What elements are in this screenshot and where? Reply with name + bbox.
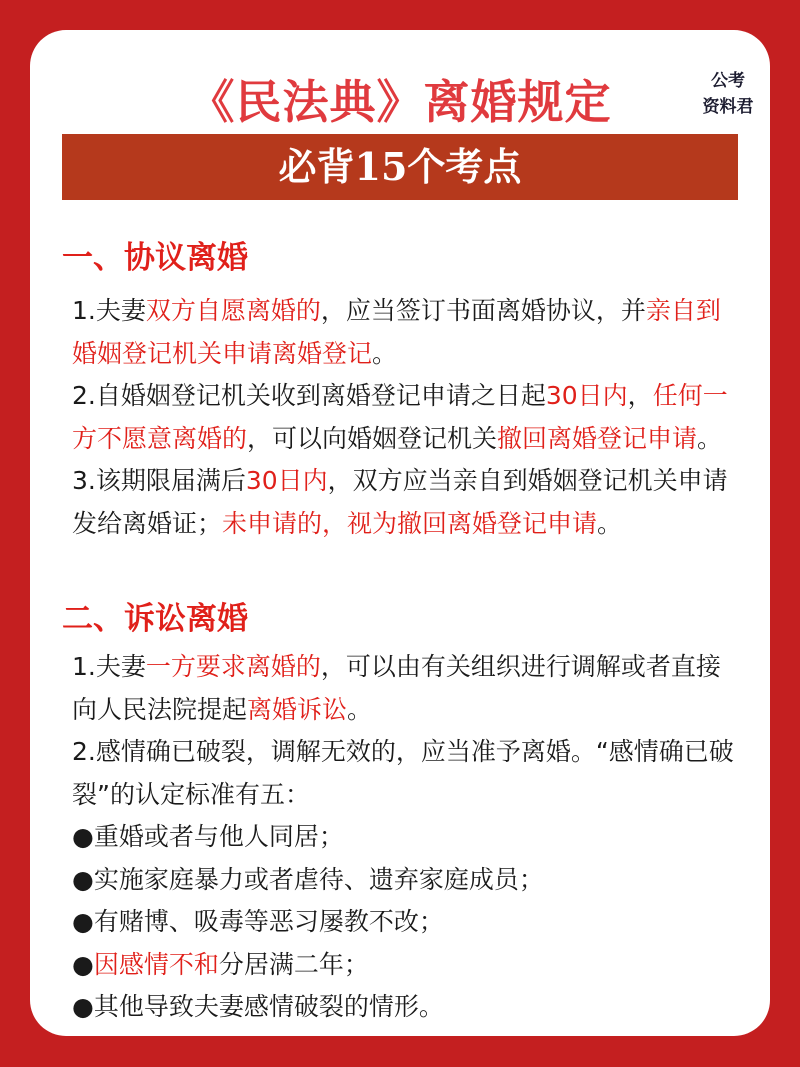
paragraph bbox=[72, 731, 742, 816]
page-title: 《民法典》离婚规定 bbox=[188, 75, 612, 129]
body-text: ●实施家庭暴力或者虐待、遗弃家庭成员； bbox=[72, 864, 544, 894]
section-heading-agreement: 一、协议离婚 bbox=[62, 240, 248, 276]
paragraph bbox=[72, 646, 742, 731]
highlighted-text: 亲自到婚姻登记机关申请离婚登记 bbox=[72, 296, 721, 368]
subtitle-banner: 必背15个考点 bbox=[62, 134, 738, 200]
paragraph bbox=[72, 986, 742, 1029]
paragraph bbox=[72, 460, 742, 545]
highlighted-text: 30日内 bbox=[245, 466, 328, 495]
section-heading-litigation: 二、诉讼离婚 bbox=[62, 601, 248, 637]
highlighted-text: 30日内 bbox=[545, 381, 628, 410]
body-text: ●其他导致夫妻感情破裂的情形。 bbox=[72, 992, 444, 1021]
highlighted-text: 任何一方不愿意离婚的 bbox=[72, 381, 728, 453]
body-text: 。 bbox=[372, 338, 398, 368]
body-text: ●重婚或者与他人同居； bbox=[72, 822, 344, 851]
content-card bbox=[30, 30, 770, 1036]
body-text: 2.感情确已破裂，调解无效的，应当准予离婚。“感情确已破裂”的认定标准有五： bbox=[72, 737, 734, 809]
brand-logo bbox=[696, 68, 760, 120]
section-body-litigation bbox=[72, 646, 742, 1029]
highlighted-text: 离婚诉讼 bbox=[247, 694, 348, 724]
highlighted-text: 双方自愿离婚的 bbox=[145, 296, 321, 325]
section-body-agreement bbox=[72, 290, 742, 545]
body-text: 。 bbox=[597, 508, 623, 538]
highlighted-text: 因感情不和 bbox=[93, 949, 219, 979]
body-text: 1.夫妻 bbox=[72, 296, 146, 325]
body-text: ，可以向婚姻登记机关 bbox=[247, 423, 498, 453]
paragraph bbox=[72, 901, 742, 944]
paragraph bbox=[72, 375, 742, 460]
highlighted-text: 未申请的，视为撤回离婚登记申请 bbox=[222, 508, 598, 538]
body-text: ●有赌博、吸毒等恶习屡教不改； bbox=[72, 907, 444, 936]
highlighted-text: 撤回离婚登记申请 bbox=[497, 423, 698, 453]
body-text: ● bbox=[72, 949, 94, 979]
highlighted-text: 一方要求离婚的 bbox=[145, 652, 321, 681]
paragraph bbox=[72, 859, 742, 902]
body-text: 。 bbox=[697, 423, 723, 453]
paragraph bbox=[72, 816, 742, 859]
body-text: 3.该期限届满后 bbox=[72, 466, 246, 495]
body-text: ，双方应当亲自到婚姻登记机关申请发给离婚证； bbox=[72, 466, 728, 538]
body-text: ，应当签订书面离婚协议，并 bbox=[320, 296, 646, 325]
paragraph bbox=[72, 944, 742, 987]
brand-line-2: 资料君 bbox=[702, 97, 754, 117]
brand-line-1: 公考 bbox=[711, 71, 745, 91]
body-text: 2.自婚姻登记机关收到离婚登记申请之日起 bbox=[72, 381, 546, 410]
paragraph bbox=[72, 290, 742, 375]
body-text: ，可以由有关组织进行调解或者直接向人民法院提起 bbox=[72, 652, 721, 724]
body-text: 分居满二年； bbox=[218, 949, 369, 979]
body-text: 1.夫妻 bbox=[72, 652, 146, 681]
body-text: ， bbox=[627, 381, 653, 410]
body-text: 。 bbox=[347, 694, 373, 724]
